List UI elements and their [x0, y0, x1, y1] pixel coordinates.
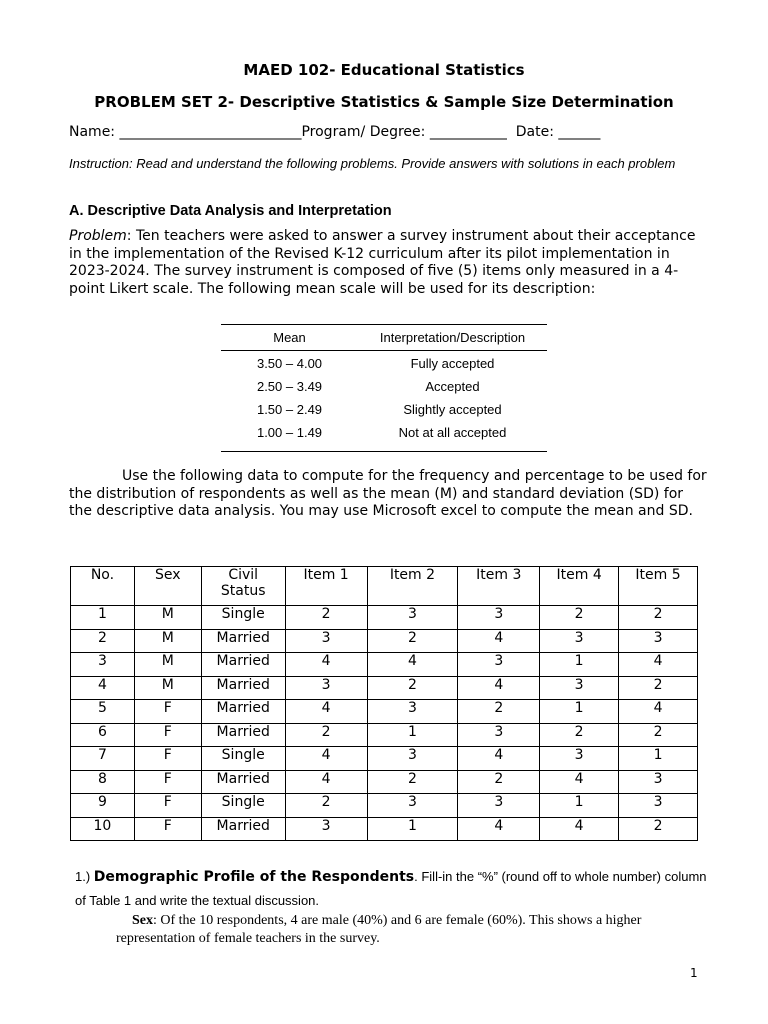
- item-1-cell: 2: [285, 794, 367, 818]
- problem-label: Problem: [69, 228, 127, 244]
- item-2-cell: 3: [367, 606, 458, 630]
- respondent-no-cell: 3: [71, 653, 135, 677]
- item-3-cell: 3: [458, 723, 540, 747]
- item-5-cell: 2: [619, 606, 698, 630]
- scale-description: Accepted: [425, 379, 480, 394]
- item-1-cell: 2: [285, 606, 367, 630]
- item-1-cell: 4: [285, 653, 367, 677]
- item-4-cell: 2: [540, 723, 619, 747]
- respondent-data-table: [70, 566, 698, 841]
- respondent-no-cell: 5: [71, 700, 135, 724]
- scale-mean-range: 1.50 – 2.49: [256, 402, 323, 417]
- item-3-cell: 4: [458, 676, 540, 700]
- item-3-cell: 3: [458, 606, 540, 630]
- problem-text: : Ten teachers were asked to answer a survey instrument about their acceptance in the implementation of the Revised K-12 curriculum after its pilot implementation in 2023-2024. The survey instrument is composed of five (5) items only measured in a 4-point Likert scale. The following mean scale will be used for its description:: [69, 228, 696, 297]
- header-item-2: Item 2: [367, 567, 458, 606]
- sex-cell: F: [134, 700, 201, 724]
- respondent-no-cell: 8: [71, 770, 135, 794]
- course-title: MAED 102- Educational Statistics: [243, 61, 525, 79]
- item-5-cell: 2: [619, 676, 698, 700]
- instruction-text: Instruction: Read and understand the following problems. Provide answers with solutions in each problem: [69, 156, 676, 171]
- civil-status-cell: Married: [201, 700, 285, 724]
- civil-status-cell: Married: [201, 676, 285, 700]
- civil-status-cell: Married: [201, 629, 285, 653]
- item-5-cell: 2: [619, 817, 698, 841]
- item-3-cell: 2: [458, 770, 540, 794]
- header-civil-status: Civil Status: [201, 567, 285, 606]
- question-1-number: 1.): [75, 869, 91, 884]
- civil-status-cell: Married: [201, 770, 285, 794]
- scale-row: [221, 375, 547, 398]
- question-1-text: . Fill-in the “%” (round off to whole number) column of Table 1 and write the textual discussion.: [75, 869, 707, 908]
- name-program-date-line: Name: __________________________Program/ Degree: ___________ Date: ______: [69, 124, 601, 140]
- sex-cell: M: [134, 629, 201, 653]
- item-1-cell: 3: [285, 817, 367, 841]
- item-4-cell: 2: [540, 606, 619, 630]
- header-item-1: Item 1: [285, 567, 367, 606]
- scale-header-interpretation: Interpretation/Description: [358, 325, 547, 351]
- item-4-cell: 1: [540, 794, 619, 818]
- header-item-3: Item 3: [458, 567, 540, 606]
- item-4-cell: 3: [540, 629, 619, 653]
- item-2-cell: 1: [367, 817, 458, 841]
- problem-paragraph: [69, 228, 709, 298]
- item-4-cell: 3: [540, 747, 619, 771]
- item-1-cell: 4: [285, 700, 367, 724]
- item-4-cell: 4: [540, 817, 619, 841]
- item-4-cell: 4: [540, 770, 619, 794]
- scale-description: Slightly accepted: [403, 402, 502, 417]
- item-3-cell: 2: [458, 700, 540, 724]
- sex-label: Sex: [132, 913, 153, 928]
- respondent-no-cell: 1: [71, 606, 135, 630]
- data-row: [71, 653, 698, 677]
- data-row: [71, 700, 698, 724]
- scale-row: [221, 398, 547, 421]
- item-2-cell: 4: [367, 653, 458, 677]
- civil-status-cell: Married: [201, 817, 285, 841]
- data-row: [71, 723, 698, 747]
- civil-status-cell: Married: [201, 653, 285, 677]
- scale-mean-range: 3.50 – 4.00: [256, 356, 323, 371]
- item-4-cell: 1: [540, 653, 619, 677]
- data-row: [71, 747, 698, 771]
- respondent-no-cell: 2: [71, 629, 135, 653]
- civil-status-cell: Single: [201, 794, 285, 818]
- data-row: [71, 676, 698, 700]
- item-5-cell: 1: [619, 747, 698, 771]
- scale-mean-range: 2.50 – 3.49: [256, 379, 323, 394]
- sex-answer: [116, 912, 706, 948]
- sex-cell: F: [134, 817, 201, 841]
- header-item-5: Item 5: [619, 567, 698, 606]
- item-1-cell: 3: [285, 629, 367, 653]
- sex-cell: M: [134, 676, 201, 700]
- item-5-cell: 4: [619, 700, 698, 724]
- data-table-body: [71, 606, 698, 841]
- item-3-cell: 3: [458, 794, 540, 818]
- sex-cell: M: [134, 606, 201, 630]
- sex-cell: F: [134, 723, 201, 747]
- item-3-cell: 4: [458, 817, 540, 841]
- use-data-text: Use the following data to compute for the frequency and percentage to be used for the distribution of respondents as well as the mean (M) and standard deviation (SD) for the descriptive data analysis. You may use Microsoft excel to compute the mean and SD.: [69, 468, 707, 520]
- item-2-cell: 3: [367, 794, 458, 818]
- item-1-cell: 2: [285, 723, 367, 747]
- civil-status-cell: Married: [201, 723, 285, 747]
- mean-scale-table: [221, 324, 547, 452]
- section-a-heading: A. Descriptive Data Analysis and Interpretation: [69, 203, 392, 219]
- item-2-cell: 2: [367, 629, 458, 653]
- sex-cell: F: [134, 747, 201, 771]
- header-item-4: Item 4: [540, 567, 619, 606]
- item-2-cell: 1: [367, 723, 458, 747]
- item-5-cell: 3: [619, 794, 698, 818]
- respondent-no-cell: 4: [71, 676, 135, 700]
- scale-row: [221, 421, 547, 452]
- item-5-cell: 3: [619, 629, 698, 653]
- item-1-cell: 3: [285, 676, 367, 700]
- item-3-cell: 4: [458, 747, 540, 771]
- item-2-cell: 3: [367, 700, 458, 724]
- item-2-cell: 2: [367, 676, 458, 700]
- respondent-no-cell: 9: [71, 794, 135, 818]
- scale-description: Not at all accepted: [358, 421, 547, 452]
- header-sex: Sex: [134, 567, 201, 606]
- civil-status-cell: Single: [201, 606, 285, 630]
- question-1-title: Demographic Profile of the Respondents: [93, 869, 415, 885]
- civil-status-cell: Single: [201, 747, 285, 771]
- scale-mean-range: 1.00 – 1.49: [221, 421, 358, 452]
- scale-header-row: [221, 325, 547, 351]
- data-row: [71, 629, 698, 653]
- sex-cell: F: [134, 794, 201, 818]
- respondent-no-cell: 7: [71, 747, 135, 771]
- use-data-paragraph: [69, 468, 709, 521]
- data-row: [71, 817, 698, 841]
- item-1-cell: 4: [285, 770, 367, 794]
- question-1: [75, 865, 715, 912]
- item-5-cell: 2: [619, 723, 698, 747]
- page-number: 1: [690, 966, 698, 980]
- sex-answer-text: : Of the 10 respondents, 4 are male (40%) and 6 are female (60%). This shows a higher representation of female teachers in the survey.: [116, 913, 642, 946]
- item-2-cell: 2: [367, 770, 458, 794]
- header-no: No.: [71, 567, 135, 606]
- item-5-cell: 3: [619, 770, 698, 794]
- item-3-cell: 3: [458, 653, 540, 677]
- respondent-no-cell: 6: [71, 723, 135, 747]
- item-1-cell: 4: [285, 747, 367, 771]
- data-row: [71, 794, 698, 818]
- item-5-cell: 4: [619, 653, 698, 677]
- respondent-no-cell: 10: [71, 817, 135, 841]
- problem-set-title: PROBLEM SET 2- Descriptive Statistics & Sample Size Determination: [94, 93, 674, 111]
- sex-cell: M: [134, 653, 201, 677]
- scale-row: [221, 351, 547, 376]
- item-4-cell: 3: [540, 676, 619, 700]
- sex-cell: F: [134, 770, 201, 794]
- scale-description: Fully accepted: [410, 356, 495, 371]
- data-row: [71, 770, 698, 794]
- data-header-row: [71, 567, 698, 606]
- data-row: [71, 606, 698, 630]
- scale-header-mean: Mean: [221, 325, 358, 351]
- item-2-cell: 3: [367, 747, 458, 771]
- item-3-cell: 4: [458, 629, 540, 653]
- item-4-cell: 1: [540, 700, 619, 724]
